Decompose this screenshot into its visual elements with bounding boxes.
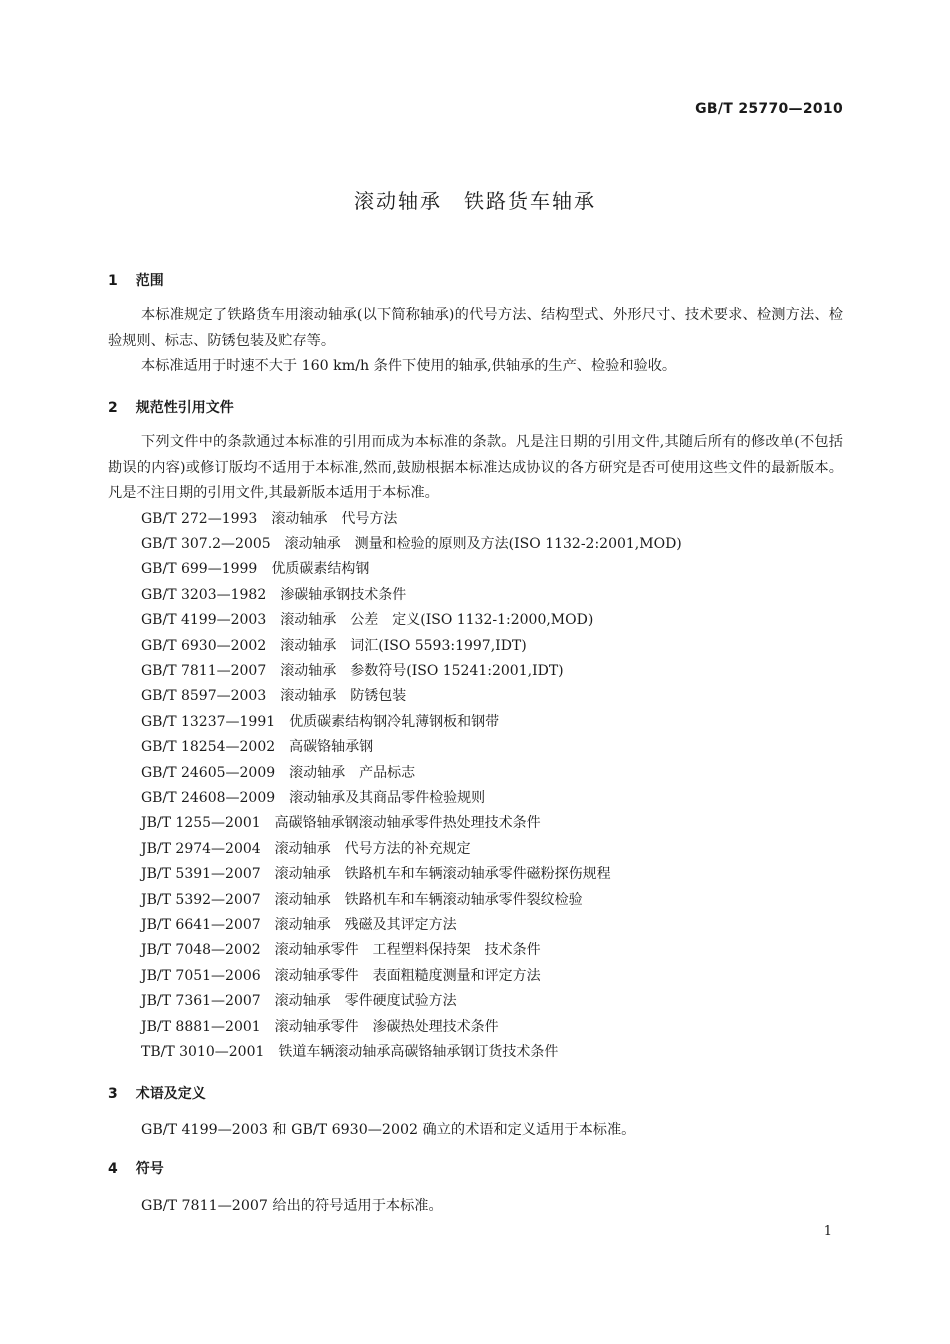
reference-item: GB/T 13237—1991 优质碳素结构钢冷轧薄钢板和钢带 bbox=[141, 713, 500, 730]
section-title: 范围 bbox=[135, 273, 164, 289]
reference-item: GB/T 24605—2009 滚动轴承 产品标志 bbox=[141, 764, 416, 781]
section-terms bbox=[108, 1084, 843, 1104]
section-title: 术语及定义 bbox=[135, 1086, 206, 1102]
reference-item: JB/T 1255—2001 高碳铬轴承钢滚动轴承零件热处理技术条件 bbox=[141, 815, 541, 832]
reference-item: GB/T 18254—2002 高碳铬轴承钢 bbox=[141, 739, 374, 756]
section-heading bbox=[108, 398, 843, 418]
section-heading bbox=[108, 1159, 843, 1179]
reference-item: TB/T 3010—2001 铁道车辆滚动轴承高碳铬轴承钢订货技术条件 bbox=[141, 1044, 559, 1061]
reference-item: JB/T 5391—2007 滚动轴承 铁路机车和车辆滚动轴承零件磁粉探伤规程 bbox=[141, 866, 611, 883]
section-number: 3 bbox=[108, 1086, 118, 1102]
reference-item: JB/T 2974—2004 滚动轴承 代号方法的补充规定 bbox=[141, 840, 471, 857]
reference-item: GB/T 24608—2009 滚动轴承及其商品零件检验规则 bbox=[141, 789, 486, 806]
reference-item: GB/T 4199—2003 滚动轴承 公差 定义(ISO 1132-1:2000,MOD) bbox=[141, 612, 594, 629]
reference-item: JB/T 7051—2006 滚动轴承零件 表面粗糙度测量和评定方法 bbox=[141, 967, 541, 984]
reference-item: JB/T 7361—2007 滚动轴承 零件硬度试验方法 bbox=[141, 993, 457, 1010]
reference-item: GB/T 307.2—2005 滚动轴承 测量和检验的原则及方法(ISO 1132-2:2001,MOD) bbox=[141, 535, 682, 552]
section-heading bbox=[108, 271, 843, 291]
reference-item: GB/T 272—1993 滚动轴承 代号方法 bbox=[141, 510, 398, 527]
reference-item: GB/T 7811—2007 滚动轴承 参数符号(ISO 15241:2001,IDT) bbox=[141, 662, 564, 679]
standard-number: GB/T 25770—2010 bbox=[695, 101, 843, 117]
reference-item: JB/T 5392—2007 滚动轴承 铁路机车和车辆滚动轴承零件裂纹检验 bbox=[141, 891, 583, 908]
paragraph: 下列文件中的条款通过本标准的引用而成为本标准的条款。凡是注日期的引用文件,其随后所有的修改单(不包括勘误的内容)或修订版均不适用于本标准,然而,鼓励根据本标准达成协议的各方研究是否可使用这些文件的最新版本。凡是不注日期的引用文件,其最新版本适用于本标准。 bbox=[108, 434, 843, 501]
reference-item: JB/T 6641—2007 滚动轴承 残磁及其评定方法 bbox=[141, 917, 457, 933]
section-symbols bbox=[108, 1159, 843, 1179]
section-number: 4 bbox=[108, 1161, 118, 1177]
section-title: 规范性引用文件 bbox=[135, 400, 234, 416]
reference-item: GB/T 6930—2002 滚动轴承 词汇(ISO 5593:1997,IDT) bbox=[141, 637, 527, 654]
section-number: 2 bbox=[108, 400, 118, 416]
reference-item: GB/T 8597—2003 滚动轴承 防锈包装 bbox=[141, 688, 407, 705]
reference-item: GB/T 3203—1982 渗碳轴承钢技术条件 bbox=[141, 586, 407, 603]
reference-item: JB/T 8881—2001 滚动轴承零件 渗碳热处理技术条件 bbox=[141, 1018, 499, 1035]
section-normative-references-body bbox=[108, 430, 843, 1065]
reference-list bbox=[108, 507, 843, 1066]
section-number: 1 bbox=[108, 273, 118, 289]
paragraph: 本标准规定了铁路货车用滚动轴承(以下简称轴承)的代号方法、结构型式、外形尺寸、技术要求、检测方法、检验规则、标志、防锈包装及贮存等。 bbox=[108, 307, 843, 349]
page-number: 1 bbox=[823, 1224, 832, 1239]
section-title: 符号 bbox=[135, 1161, 164, 1177]
document-title: 滚动轴承 铁路货车轴承 bbox=[354, 189, 596, 213]
section-scope bbox=[108, 271, 843, 291]
section-symbols-body bbox=[108, 1194, 843, 1220]
section-scope-body bbox=[108, 303, 843, 380]
section-terms-body bbox=[108, 1118, 843, 1144]
reference-item: JB/T 7048—2002 滚动轴承零件 工程塑料保持架 技术条件 bbox=[141, 942, 541, 959]
section-heading bbox=[108, 1084, 843, 1104]
paragraph: GB/T 4199—2003 和 GB/T 6930—2002 确立的术语和定义适用于本标准。 bbox=[141, 1122, 636, 1138]
section-normative-references bbox=[108, 398, 843, 418]
paragraph: 本标准适用于时速不大于 160 km/h 条件下使用的轴承,供轴承的生产、检验和验收。 bbox=[141, 358, 677, 374]
paragraph: GB/T 7811—2007 给出的符号适用于本标准。 bbox=[141, 1198, 443, 1214]
reference-item: GB/T 699—1999 优质碳素结构钢 bbox=[141, 561, 370, 578]
